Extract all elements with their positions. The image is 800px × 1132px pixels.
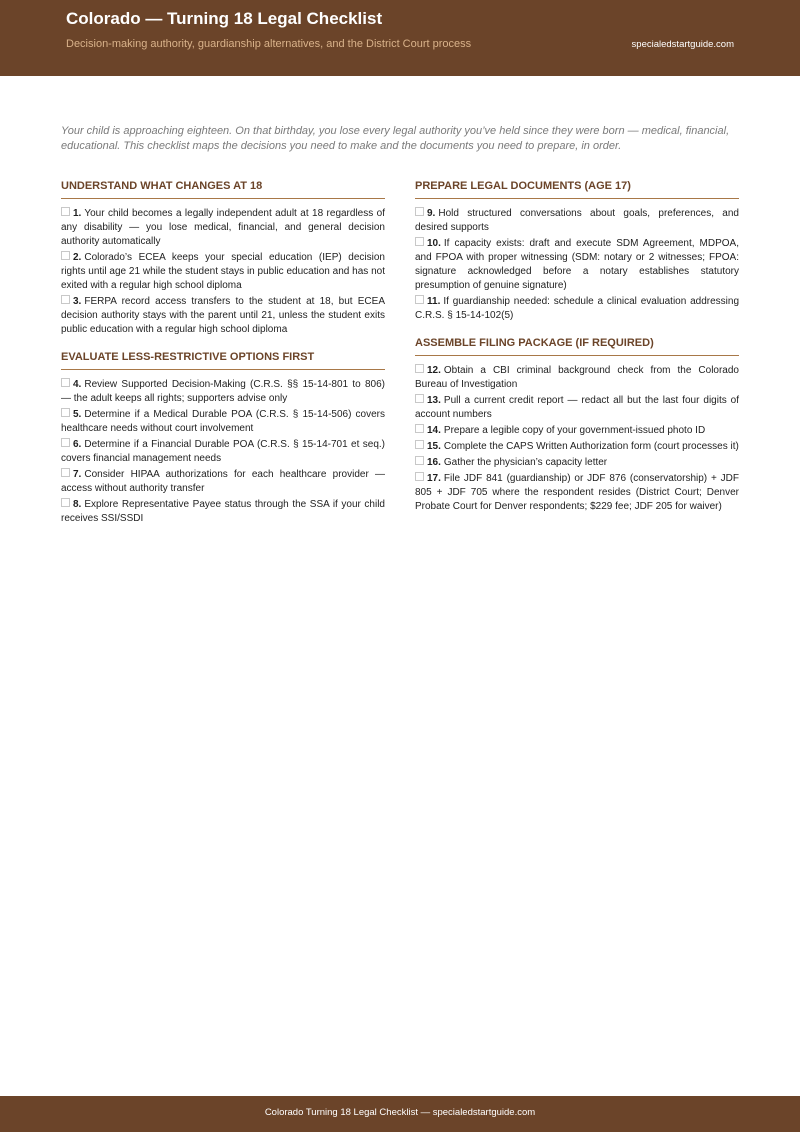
checkbox[interactable] <box>61 295 70 304</box>
section-evaluate-less-restrictive-options-first <box>61 351 385 526</box>
item-number: 15. <box>427 441 441 452</box>
checklist-item <box>415 456 739 470</box>
item-number: 1. <box>73 208 82 219</box>
checklist-item <box>61 378 385 406</box>
checkbox[interactable] <box>415 295 424 304</box>
item-text: Consider HIPAA authorizations for each healthcare provider — access without authority transfer <box>61 469 385 494</box>
checklist-item <box>61 408 385 436</box>
item-text: Prepare a legible copy of your government-issued photo ID <box>443 425 706 436</box>
checklist-item <box>415 295 739 323</box>
checklist-item <box>415 237 739 293</box>
item-number: 10. <box>427 238 441 249</box>
checklist-item <box>61 438 385 466</box>
checklist-item <box>61 468 385 496</box>
item-number: 4. <box>73 379 82 390</box>
section-heading: PREPARE LEGAL DOCUMENTS (AGE 17) <box>415 180 739 199</box>
item-text: Obtain a CBI criminal background check from the Colorado Bureau of Investigation <box>415 365 739 390</box>
checkbox[interactable] <box>61 408 70 417</box>
checkbox[interactable] <box>415 440 424 449</box>
item-number: 8. <box>73 499 82 510</box>
header-site-url[interactable]: specialedstartguide.com <box>631 39 734 50</box>
checkbox[interactable] <box>61 251 70 260</box>
item-number: 5. <box>73 409 82 420</box>
checkbox[interactable] <box>61 378 70 387</box>
section-heading: ASSEMBLE FILING PACKAGE (IF REQUIRED) <box>415 337 739 356</box>
item-text: FERPA record access transfers to the student at 18, but ECEA decision authority stays with the parent until 21, unless the student exits public education with a regular high school diploma <box>61 296 385 335</box>
right-column <box>415 180 739 528</box>
section-assemble-filing-package-if-required <box>415 337 739 514</box>
item-number: 12. <box>427 365 441 376</box>
item-text: File JDF 841 (guardianship) or JDF 876 (conservatorship) + JDF 805 + JDF 705 where the respondent resides (District Court; Denver Probate Court for Denver respondents; $229 fee; JDF 205 for waiver) <box>415 473 739 512</box>
item-number: 3. <box>73 296 82 307</box>
item-text: Determine if a Financial Durable POA (C.R.S. § 15-14-701 et seq.) covers financial management needs <box>61 439 385 464</box>
item-number: 17. <box>427 473 441 484</box>
item-number: 13. <box>427 395 441 406</box>
item-number: 2. <box>73 252 82 263</box>
item-text: Explore Representative Payee status through the SSA if your child receives SSI/SSDI <box>61 499 385 524</box>
item-text: Colorado’s ECEA keeps your special education (IEP) decision rights until age 21 while the student stays in public education and has not exited with a regular high school diploma <box>61 252 385 291</box>
checkbox[interactable] <box>415 472 424 481</box>
page-footer: Colorado Turning 18 Legal Checklist — specialedstartguide.com <box>0 1096 800 1132</box>
checkbox[interactable] <box>415 207 424 216</box>
item-text: If capacity exists: draft and execute SDM Agreement, MDPOA, and FPOA with proper witnessing (SDM: notary or 2 witnesses; FPOA: signature acknowledged before a notary establishes statutory presumption of genuine signature) <box>415 238 739 291</box>
checklist-item <box>415 207 739 235</box>
checklist-item <box>61 498 385 526</box>
checkbox[interactable] <box>415 364 424 373</box>
checklist-item <box>415 472 739 514</box>
item-number: 14. <box>427 425 441 436</box>
checkbox[interactable] <box>415 237 424 246</box>
item-number: 11. <box>427 296 441 307</box>
item-text: Complete the CAPS Written Authorization form (court processes it) <box>443 441 739 452</box>
section-prepare-legal-documents-age-17 <box>415 180 739 323</box>
left-column <box>61 180 385 540</box>
item-text: Your child becomes a legally independent adult at 18 regardless of any disability — you lose medical, financial, and general decision authority automatically <box>61 208 385 247</box>
checkbox[interactable] <box>415 456 424 465</box>
item-text: Determine if a Medical Durable POA (C.R.S. § 15-14-506) covers healthcare needs without court involvement <box>61 409 385 434</box>
section-understand-what-changes-at-18 <box>61 180 385 337</box>
intro-paragraph: Your child is approaching eighteen. On that birthday, you lose every legal authority you’ve held since they were born — medical, financial, educational. This checklist maps the decisions you need to make and the documents you need to prepare, in order. <box>61 125 730 152</box>
item-number: 6. <box>73 439 82 450</box>
checklist-item <box>61 207 385 249</box>
item-text: If guardianship needed: schedule a clinical evaluation addressing C.R.S. § 15-14-102(5) <box>415 296 739 321</box>
checkbox[interactable] <box>415 424 424 433</box>
item-number: 7. <box>73 469 82 480</box>
item-text: Review Supported Decision-Making (C.R.S. §§ 15-14-801 to 806) — the adult keeps all rights; supporters advise only <box>61 379 385 404</box>
item-text: Pull a current credit report — redact all but the last four digits of account numbers <box>415 395 739 420</box>
checklist-item <box>415 440 739 454</box>
checkbox[interactable] <box>61 498 70 507</box>
checklist-item <box>415 364 739 392</box>
checklist-item <box>61 295 385 337</box>
section-heading: EVALUATE LESS-RESTRICTIVE OPTIONS FIRST <box>61 351 385 370</box>
checkbox[interactable] <box>61 438 70 447</box>
page-title: Colorado — Turning 18 Legal Checklist <box>66 9 383 28</box>
section-heading: UNDERSTAND WHAT CHANGES AT 18 <box>61 180 385 199</box>
checkbox[interactable] <box>415 394 424 403</box>
page-header <box>0 0 800 76</box>
item-text: Gather the physician’s capacity letter <box>443 457 608 468</box>
item-number: 9. <box>427 208 436 219</box>
checkbox[interactable] <box>61 207 70 216</box>
item-number: 16. <box>427 457 441 468</box>
checklist-item <box>61 251 385 293</box>
checkbox[interactable] <box>61 468 70 477</box>
item-text: Hold structured conversations about goals, preferences, and desired supports <box>415 208 739 233</box>
checklist-item <box>415 394 739 422</box>
page-subtitle: Decision-making authority, guardianship alternatives, and the District Court process <box>66 38 472 50</box>
checklist-item <box>415 424 739 438</box>
